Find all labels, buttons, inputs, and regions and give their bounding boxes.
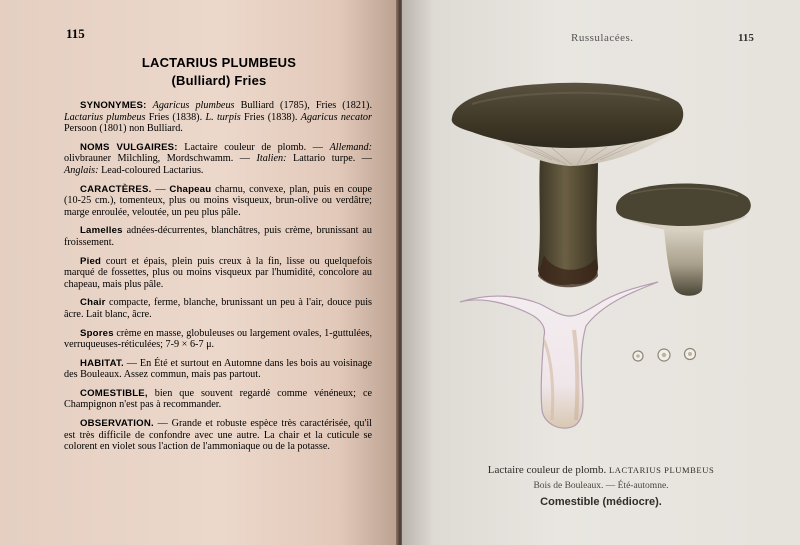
language-label: Allemand:	[329, 141, 372, 153]
language-label: Italien:	[256, 153, 287, 165]
mushroom-plate-illustration	[402, 0, 800, 460]
synonym-text: Bulliard (1785), Fries (1821).	[234, 100, 372, 111]
synonym-text: Fries (1838).	[240, 111, 301, 123]
common-name-text: Lead-coloured Lactarius.	[98, 164, 204, 176]
comestible-text: bien que souvent regardé comme vénéneux; ce Champignon n'est pas à recommander.	[64, 387, 372, 411]
language-label: Anglais:	[64, 164, 99, 176]
plate-caption-title	[402, 464, 800, 476]
observation-paragraph	[64, 418, 372, 453]
synonymes-label: SYNONYMES:	[80, 100, 147, 111]
large-mushroom	[452, 83, 684, 287]
common-name-text: Lactaire couleur de plomb. —	[177, 141, 330, 153]
left-page-number: 115	[66, 26, 85, 41]
caracteres-paragraph	[64, 184, 372, 219]
habitat-paragraph	[64, 358, 372, 381]
description-body	[64, 100, 372, 460]
species-authority: (Bulliard) Fries	[171, 73, 267, 88]
comestible-label: COMESTIBLE,	[80, 387, 148, 399]
spore-drawings	[633, 349, 696, 362]
running-head: Russulacées.	[571, 32, 634, 44]
noms-vulgaires-label: NOMS VULGAIRES:	[80, 141, 178, 153]
caracteres-label: CARACTÈRES.	[80, 183, 152, 195]
common-name-text: Lattario turpe. —	[286, 153, 372, 165]
right-page-number: 115	[738, 32, 754, 44]
habitat-text: — En Été et surtout en Automne dans les bois au voisinage des Bouleaux. Assez commun, mais pas partout.	[64, 357, 372, 381]
observation-label: OBSERVATION.	[80, 418, 154, 430]
pied-text: court et épais, plein puis creux à la fin, lisse ou quelquefois marqué de fossettes, plus ou moins visqueux par l'humidité, concolore au chapeau, mais plus pâle.	[64, 255, 372, 290]
spores-text: crème en masse, globuleuses ou largement ovales, 1-guttulées, verruqueuses-réticulées; 7-9 × 6-7 μ.	[64, 327, 372, 351]
synonym-text: Fries (1838).	[145, 111, 206, 123]
noms-vulgaires-paragraph	[64, 142, 372, 177]
chair-label: Chair	[80, 297, 106, 309]
synonym-name: Agaricus plumbeus	[152, 100, 235, 111]
synonymes-paragraph	[64, 100, 372, 135]
habitat-label: HABITAT.	[80, 357, 124, 369]
lamelles-paragraph	[64, 225, 372, 248]
pied-paragraph	[64, 256, 372, 291]
plate-caption-edibility: Comestible (médiocre).	[540, 496, 662, 508]
synonym-name: L. turpis	[205, 111, 241, 123]
lamelles-label: Lamelles	[80, 225, 123, 237]
common-name-text: olivbrauner Milchling, Mordschwamm. —	[64, 153, 257, 165]
synonym-text: Persoon (1801) non Bulliard.	[64, 123, 183, 135]
pied-label: Pied	[80, 255, 102, 267]
chair-text: compacte, ferme, blanche, brunissant un peu à l'air, douce puis âcre. Lait blanc, âcre.	[64, 297, 372, 320]
caption-latin-name: LACTARIUS PLUMBEUS	[608, 465, 715, 475]
chair-paragraph	[64, 297, 372, 320]
synonym-name: Agaricus necator	[300, 111, 372, 123]
lamelles-text: adnées-décurrentes, blanchâtres, puis crème, brunissant au froissement.	[64, 225, 372, 248]
mushroom-section	[460, 282, 658, 428]
chapeau-text: charnu, convexe, plan, puis en coupe (10-25 cm.), tomenteux, plus ou moins visqueux, brun-olive ou verdâtre; marge enroulée, veloutée, un peu plus pâle.	[64, 183, 372, 218]
small-mushroom	[616, 184, 751, 296]
dash-text: —	[151, 183, 170, 195]
comestible-paragraph	[64, 388, 372, 411]
caption-common-name: Lactaire couleur de plomb.	[487, 464, 607, 476]
spores-paragraph	[64, 328, 372, 351]
spores-label: Spores	[80, 327, 114, 339]
chapeau-label: Chapeau	[169, 183, 212, 195]
species-title: LACTARIUS PLUMBEUS	[141, 55, 297, 70]
synonym-name: Lactarius plumbeus	[64, 111, 146, 123]
observation-text: — Grande et robuste espèce très caractérisée, qu'il est très difficile de confondre avec une autre. La chair et la cuticule se colorent en violet sous l'action de l'ammoniaque ou de la potasse.	[64, 418, 372, 453]
plate-caption-habitat: Bois de Bouleaux. — Été-automne.	[533, 481, 669, 491]
